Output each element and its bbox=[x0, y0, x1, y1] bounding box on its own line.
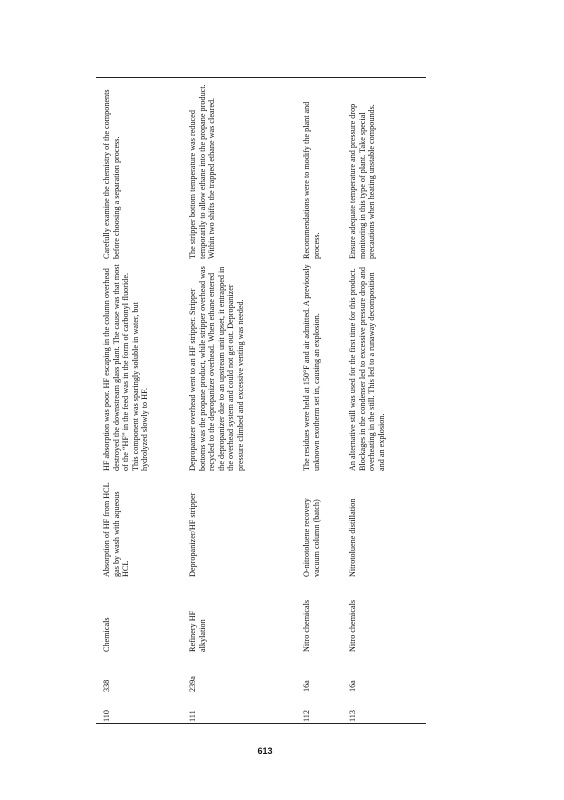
reference: 16a bbox=[302, 680, 311, 692]
industry: Nitro chemicals bbox=[348, 599, 357, 652]
recommendation: Carefully examine the chemistry of the components before choosing a separation process. bbox=[102, 89, 121, 259]
case-id: 112 bbox=[302, 710, 311, 722]
reference: 16a bbox=[348, 680, 357, 692]
recommendation: Ensure adequate temperature and pressure drop monitoring in this type of plant. Take special precautions when heating unstable compounds. bbox=[348, 103, 377, 259]
reference: 338 bbox=[102, 679, 111, 692]
page-number: 613 bbox=[257, 746, 273, 756]
description: Depropanizer overhead went to an HF stripper. Stripper bottoms was the propane product, while stripper overhead was recycled to the depropanizer overhead. When ethane entered the depropanizer due to an upstream unit upset, it entrapped in the overhead system and could not get out. Depropanizer pressure climbed and excessive venting was needed. bbox=[188, 266, 245, 471]
industry: Refinery HF alkylation bbox=[188, 610, 207, 652]
reference: 239a bbox=[188, 676, 197, 692]
case-id: 110 bbox=[102, 710, 111, 722]
equipment: Nitrotoluene distillation bbox=[348, 498, 357, 577]
equipment: O-nitrotoluene recovery vacuum column (batch) bbox=[302, 498, 321, 577]
equipment: Depropanizer/HF stripper bbox=[188, 492, 197, 577]
case-id: 113 bbox=[348, 710, 357, 722]
recommendation: Recommendations were to modify the plant and process. bbox=[302, 101, 321, 259]
equipment: Absorption of HF from HCL gas by wash with aqueous HCL bbox=[102, 482, 131, 577]
industry: Chemicals bbox=[102, 617, 111, 652]
description: HF absorption was poor. HF escaping in the column overhead destroyed the downstream glass plant. The cause was that most of the “HF” in the feed was in the form of carbonyl fluoride. This component was sparingly soluble in water, but hydrolyzed slowly to HF. bbox=[102, 264, 150, 471]
case-id: 111 bbox=[188, 710, 197, 722]
industry: Nitro chemicals bbox=[302, 599, 311, 652]
description: An alternative still was used for the first time for this product. Blockages in the condenser led to excessive pressure drop and overheating in the still. This led to a runaway decomposition and an explosion. bbox=[348, 267, 386, 471]
table-top-rule bbox=[96, 77, 426, 78]
recommendation: The stripper bottom temperature was reduced temporarily to allow ethane into the propane product. Within two shifts the trapped ethane was cleared. bbox=[188, 84, 217, 259]
description: The residues were held at 150°F and air admitted. A previously unknown exotherm set in, causing an explosion. bbox=[302, 264, 321, 471]
case-history-table bbox=[102, 82, 424, 722]
table-bottom-rule bbox=[96, 723, 426, 724]
